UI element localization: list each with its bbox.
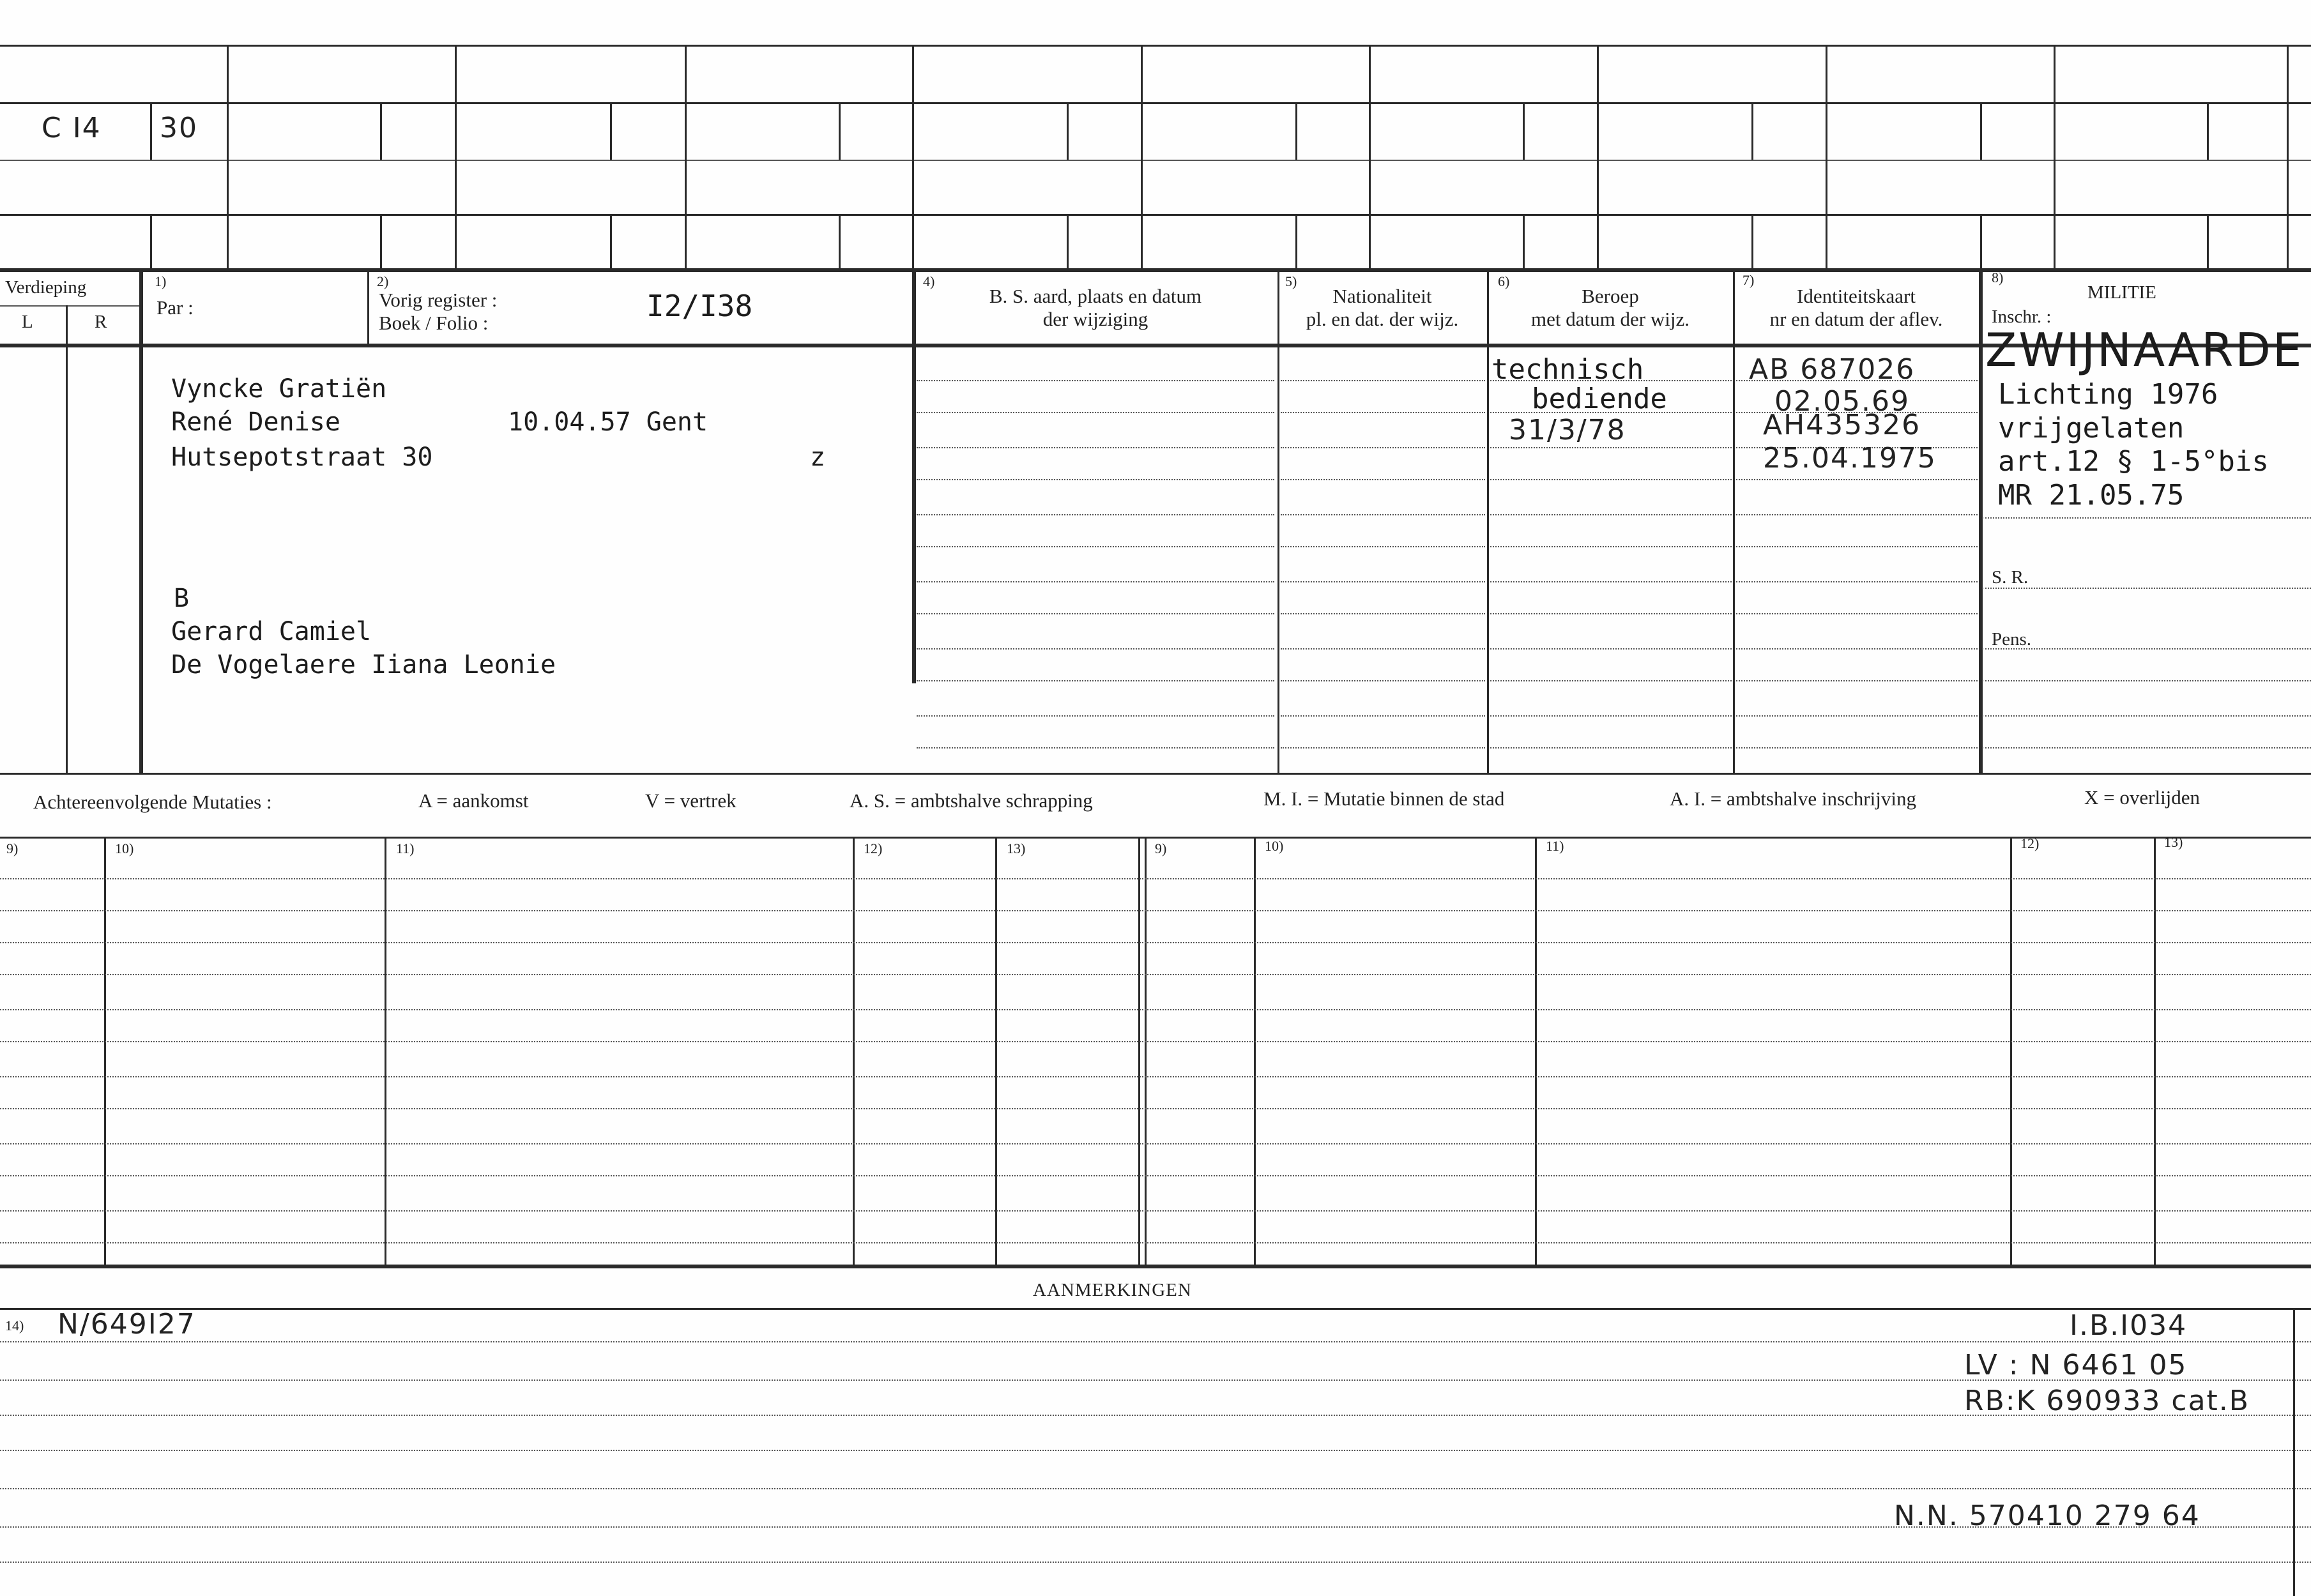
top-code: C I4 <box>42 112 102 144</box>
top-number: 30 <box>160 112 198 144</box>
person-address: Hutsepotstraat 30 <box>171 443 433 472</box>
aanmerkingen-title: AANMERKINGEN <box>1033 1280 1192 1300</box>
l-label: L <box>22 312 33 332</box>
sr-label: S. R. <box>1992 567 2029 588</box>
identiteitskaart-header: Identiteitskaart nr en datum der aflev. <box>1769 285 1943 330</box>
remark-rb: RB:K 690933 cat.B <box>1964 1385 2250 1417</box>
remark-nn: N.N. 570410 279 64 <box>1894 1500 2200 1532</box>
col-12-left: 12) <box>864 840 883 856</box>
beroep-line-2: bediende <box>1532 383 1667 415</box>
legend-vertrek: V = vertrek <box>645 789 736 812</box>
beroep-date: 31/3/78 <box>1509 414 1626 446</box>
verdieping-label: Verdieping <box>5 277 87 298</box>
col-14-number: 14) <box>5 1318 24 1334</box>
legend-schrapping: A. S. = ambtshalve schrapping <box>850 789 1093 812</box>
remark-code: N/649I27 <box>57 1308 196 1341</box>
remark-lv: LV : N 6461 05 <box>1964 1349 2188 1381</box>
militie-stamp: ZWIJNAARDE <box>1985 323 2304 377</box>
idcard-number-2: AH435326 <box>1763 409 1921 441</box>
col-9-left: 9) <box>6 840 19 856</box>
col-12-right: 12) <box>2020 835 2040 851</box>
col-6-number: 6) <box>1498 273 1510 289</box>
col-4-number: 4) <box>923 273 935 289</box>
col-13-right: 13) <box>2164 834 2183 850</box>
person-name: Vyncke Gratiën <box>171 374 387 404</box>
beroep-header: Beroep met datum der wijz. <box>1531 285 1689 330</box>
militie-status: vrijgelaten <box>1998 412 2185 445</box>
militie-mr: MR 21.05.75 <box>1998 479 2185 512</box>
col-11-right: 11) <box>1546 838 1564 854</box>
nationaliteit-header: Nationaliteit pl. en dat. der wijz. <box>1306 285 1459 330</box>
vorig-register-label: Vorig register : <box>379 289 498 311</box>
legend-mutatie-stad: M. I. = Mutatie binnen de stad <box>1263 787 1505 810</box>
legend-overlijden: X = overlijden <box>2084 786 2200 809</box>
person-father: Gerard Camiel <box>171 617 372 646</box>
beroep-line-1: technisch <box>1491 353 1644 386</box>
col-10-right: 10) <box>1265 838 1284 854</box>
legend-inschrijving: A. I. = ambtshalve inschrijving <box>1670 787 1916 810</box>
boek-folio-label: Boek / Folio : <box>379 312 489 334</box>
r-label: R <box>95 312 107 332</box>
idcard-date-2: 25.04.1975 <box>1763 442 1937 475</box>
remark-ib: I.B.I034 <box>2070 1309 2188 1342</box>
col-13-left: 13) <box>1007 840 1026 856</box>
idcard-date-1: 02.05.69 <box>1774 385 1910 418</box>
col-7-number: 7) <box>1743 272 1755 288</box>
militie-article: art.12 § 1-5°bis <box>1998 445 2269 478</box>
pens-label: Pens. <box>1992 629 2032 650</box>
militie-lichting: Lichting 1976 <box>1998 378 2218 411</box>
bs-header: B. S. aard, plaats en datum der wijziging <box>989 285 1202 330</box>
person-b: B <box>174 584 190 613</box>
col-1-number: 1) <box>155 273 167 289</box>
person-given-names: René Denise <box>171 407 340 437</box>
person-birth: 10.04.57 Gent <box>508 407 708 437</box>
inschr-label: Inschr. : <box>1992 307 2052 327</box>
legend-aankomst: A = aankomst <box>418 789 529 812</box>
col-10-left: 10) <box>115 840 134 856</box>
vorig-register-value: I2/I38 <box>646 289 753 323</box>
person-mother: De Vogelaere Iiana Leonie <box>171 650 556 680</box>
col-11-left: 11) <box>396 840 415 856</box>
militie-header: MILITIE <box>2087 282 2156 303</box>
col-9-right: 9) <box>1155 840 1167 856</box>
idcard-number-1: AB 687026 <box>1749 353 1916 386</box>
col-5-number: 5) <box>1285 273 1297 289</box>
mutaties-title: Achtereenvolgende Mutaties : <box>33 791 272 813</box>
col-8-number: 8) <box>1992 270 2004 285</box>
par-label: Par : <box>156 296 194 319</box>
person-mark: z <box>810 443 826 472</box>
col-2-number: 2) <box>377 273 389 289</box>
